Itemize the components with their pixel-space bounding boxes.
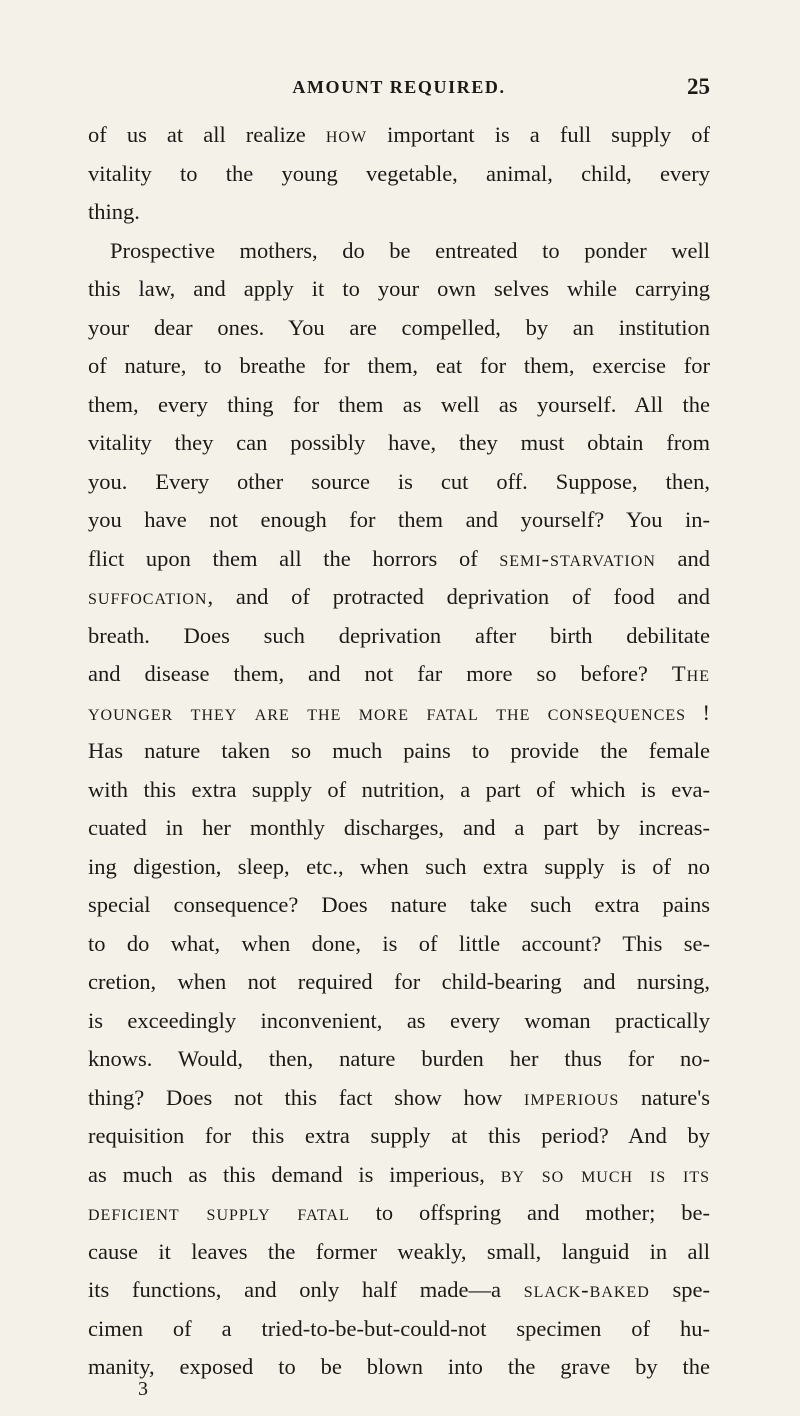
text-run: breath. Does such deprivation after birth debilitate [88,622,710,648]
text-line [88,809,710,848]
text-run: cause it leaves the former weakly, small, languid in all [88,1238,710,1264]
text-line [88,886,710,925]
body-text [88,116,710,1387]
text-line [88,1040,710,1079]
small-caps-run: imperious [523,1084,620,1110]
small-caps-run: younger they are the more fatal the consequences [88,699,687,725]
small-caps-run: semi-starvation [499,545,656,571]
text-line [88,386,710,425]
text-line [88,1002,710,1041]
text-run: spe- [649,1277,710,1302]
text-run: vitality they can possibly have, they must obtain from [88,430,710,455]
signature-mark: 3 [138,1378,148,1400]
text-line [88,578,710,617]
text-run: and disease them, and not far more so before? [88,661,672,686]
text-line [88,1079,710,1118]
text-run: cimen of a tried-to-be-but-could-not specimen of hu- [88,1315,710,1341]
text-line [88,155,710,194]
running-title: AMOUNT REQUIRED. [292,77,506,97]
text-line [88,347,710,386]
text-line [88,848,710,887]
text-line [88,771,710,810]
text-run: thing? Does not this fact show how [88,1084,524,1110]
text-run: ! [686,699,710,725]
text-line [88,540,710,579]
text-line [88,617,710,656]
small-caps-run: The [671,661,710,686]
text-line [88,270,710,309]
text-line [88,193,710,232]
text-line [88,501,710,540]
text-run: with this extra supply of nutrition, a part of which is eva- [88,776,710,802]
text-line [88,1348,710,1387]
text-run: , and of protracted deprivation of food and [207,584,710,609]
text-line [88,424,710,463]
text-line [88,1194,710,1233]
text-run: is exceedingly inconvenient, as every woman practically [88,1007,710,1033]
text-run: cuated in her monthly discharges, and a part by increas- [88,815,710,840]
text-run: this law, and apply it to your own selves while carrying [88,276,710,301]
text-run: you. Every other source is cut off. Suppose, then, [88,468,710,494]
text-run: of nature, to breathe for them, eat for them, exercise for [88,353,710,378]
text-run: requisition for this extra supply at this period? And by [88,1123,710,1148]
text-line [88,963,710,1002]
text-run: thing. [88,199,140,224]
text-run: important is a full supply of [367,122,710,147]
text-run: vitality to the young vegetable, animal, child, every [88,160,710,186]
text-run: of us at all realize [88,122,326,147]
text-run: them, every thing for them as well as yourself. All the [88,391,710,417]
text-line [88,463,710,502]
text-run: Prospective mothers, do be entreated to ponder well [110,237,710,263]
text-run: nature's [619,1084,710,1110]
text-line [88,232,710,271]
text-line [88,1117,710,1156]
text-line [88,655,710,694]
text-run: its functions, and only half made—a [88,1277,524,1302]
text-run: manity, exposed to be blown into the grave by the [88,1354,710,1379]
text-run: and [655,545,710,571]
text-run: knows. Would, then, nature burden her thus for no- [88,1046,710,1071]
text-line [88,309,710,348]
text-run: to offspring and mother; be- [349,1200,711,1225]
text-run: as much as this demand is imperious, [88,1161,501,1187]
small-caps-run: by so much is its [500,1161,710,1187]
text-line [88,694,710,733]
text-run: ing digestion, sleep, etc., when such extra supply is of no [88,853,710,879]
text-line [88,1233,710,1272]
text-run: you have not enough for them and yourself? You in- [88,507,710,532]
running-head [88,72,710,102]
text-line [88,925,710,964]
text-line [88,1271,710,1310]
small-caps-run: deficient supply fatal [88,1200,350,1225]
text-line [88,1310,710,1349]
text-run: your dear ones. You are compelled, by an institution [88,314,710,340]
page-number: 25 [687,74,710,99]
text-run: Has nature taken so much pains to provide the female [88,738,710,763]
small-caps-run: suffocation [88,584,208,609]
small-caps-run: how [325,122,368,147]
text-line [88,116,710,155]
text-run: special consequence? Does nature take such extra pains [88,892,710,917]
text-run: to do what, when done, is of little account? This se- [88,930,710,956]
text-run: flict upon them all the horrors of [88,545,500,571]
text-line [88,732,710,771]
small-caps-run: slack-baked [523,1277,650,1302]
text-line [88,1156,710,1195]
text-run: cretion, when not required for child-bearing and nursing, [88,969,710,994]
